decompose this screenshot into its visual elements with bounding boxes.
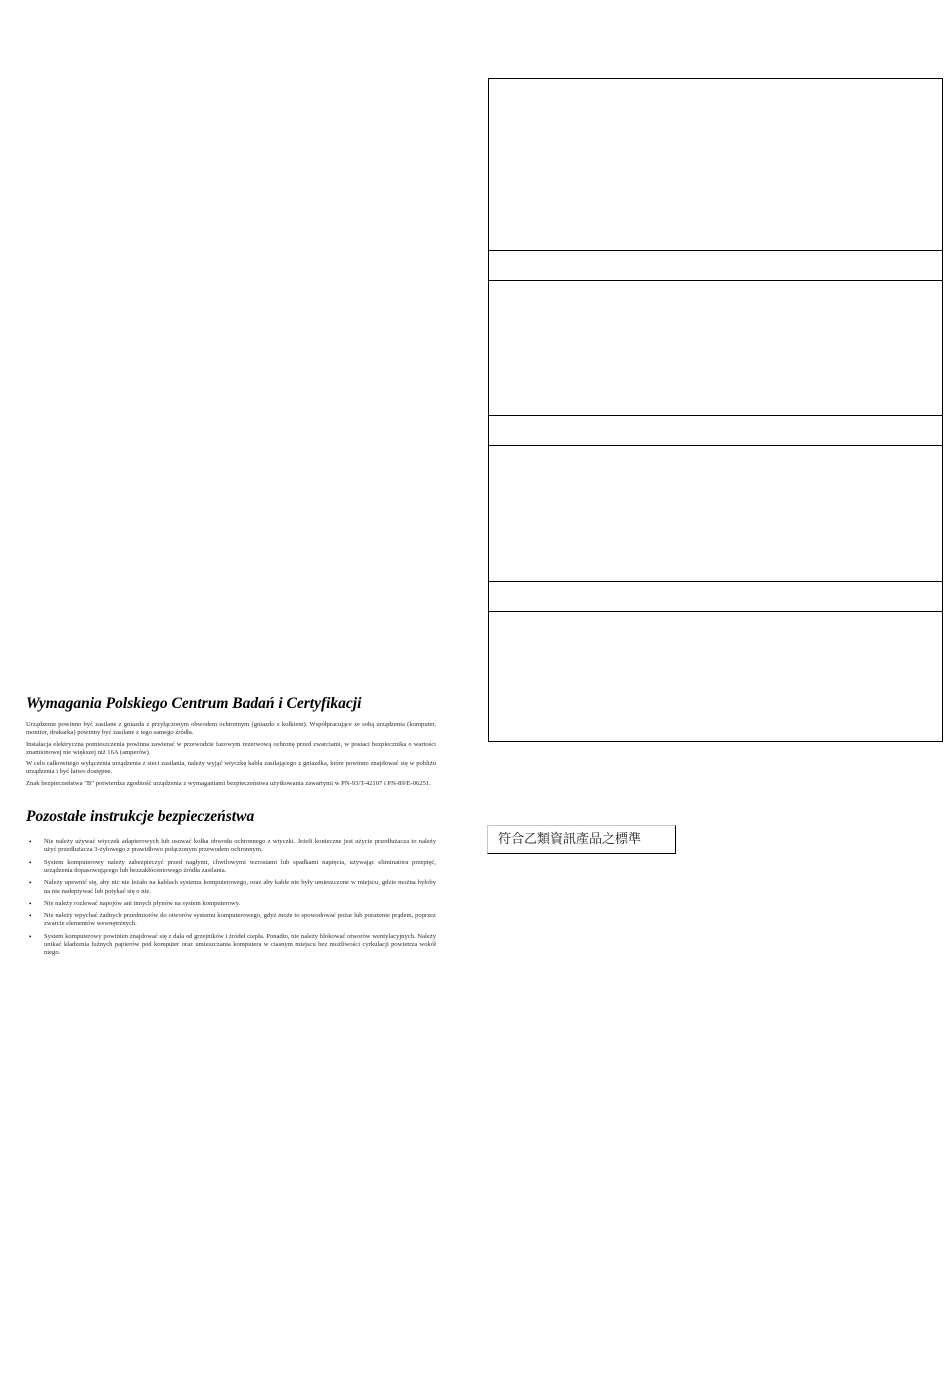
paragraph: W celu całkowitego wyłączenia urządzenia z sieci zasilania, należy wyjąć wtyczkę kabla zasilającego z gniazdka, które powinno znajdować się w pobliżu urządzenia i być łatwo dostępne. [26, 760, 436, 776]
safety-list [26, 838, 436, 958]
list-item [26, 838, 436, 855]
list-item-text: Należy upewnić się, aby nic nie leżało na kablach systemu komputerowego, oraz aby kable nie były umieszczone w miejscu, gdzie można byłoby na nie nadeptywać lub potykać się o nie. [44, 879, 436, 895]
table-cell-header [489, 581, 942, 611]
table-cell-header [489, 415, 942, 445]
list-item [26, 879, 436, 896]
bullet-icon: • [29, 838, 32, 847]
list-item-text: System komputerowy powinien znajdować się z dala od grzejników i źródeł ciepła. Ponadto, nie należy blokować otworów wentylacyjnych. Należy unikać kładzenia luźnych papierów pod komputer oraz umieszczania komputera w ciasnym miejscu bez możliwości cyrkulacji powietrza wokół niego. [44, 932, 436, 957]
list-item-text: Nie należy używać wtyczek adapterowych lub usuwać kołka obwodu ochronnego z wtyczki. Jeżeli konieczne jest użycie przedłużacza to należy użyć przedłużacza 3-żyłowego z prawidłowo połączonym przewodem ochronnym. [44, 838, 436, 854]
paragraph: Znak bezpieczeństwa "B" potwierdza zgodność urządzenia z wymaganiami bezpieczeństwa użytkowania zawartymi w PN-93/T-42107 i PN-89/E-06251. [26, 779, 431, 787]
list-item-text: Nie należy rozlewać napojów ani innych płynów na system komputerowy. [44, 899, 241, 907]
list-item-text: System komputerowy należy zabezpieczyć przed nagłymi, chwilowymi wzrostami lub spadkami napięcia, używając eliminatora przepięć, urządzenia dopasowującego lub bezzakłóceniowego źródła zasilania. [44, 858, 436, 874]
table-cell-header [489, 250, 942, 280]
table-cell-large [489, 79, 942, 250]
polish-safety-text [26, 695, 436, 962]
section-title-other-safety: Pozostałe instrukcje bezpieczeństwa [26, 808, 255, 826]
paragraph: Urządzenie powinno być zasilane z gniazda z przyłączonym obwodem ochronnym (gniazdo z kołkiem). Współpracujące ze sobą urządzenia (komputer, monitor, drukarka) powinny być zasilane z tego samego źródła. [26, 721, 436, 737]
table-cell-large [489, 445, 942, 581]
section-title-pcbc: Wymagania Polskiego Centrum Badań i Certyfikacji [26, 695, 362, 712]
list-item [26, 933, 436, 958]
certification-table [488, 78, 943, 742]
paragraph: Instalacja elektryczna pomieszczenia powinna zawierać w przewodzie fazowym rezerwową ochronę przed zwarciami, w postaci bezpiecznika o wartości znamionowej nie większej niż 16A (amperów). [26, 740, 436, 756]
bsmi-compliance-label: 符合乙類資訊產品之標準 [487, 825, 676, 854]
bullet-icon: • [29, 932, 32, 941]
list-item [26, 900, 436, 908]
bullet-icon: • [29, 899, 32, 908]
table-cell-large [489, 280, 942, 415]
list-item [26, 859, 436, 876]
list-item-text: Nie należy wpychać żadnych przedmiotów do otworów systemu komputerowego, gdyż może to spowodować pożar lub porażenie prądem, poprzez zwarcie elementów wewnętrznych. [44, 912, 436, 928]
bullet-icon: • [29, 879, 32, 888]
bullet-icon: • [29, 912, 32, 921]
table-cell-large [489, 611, 942, 740]
bullet-icon: • [29, 858, 32, 867]
list-item [26, 912, 436, 929]
